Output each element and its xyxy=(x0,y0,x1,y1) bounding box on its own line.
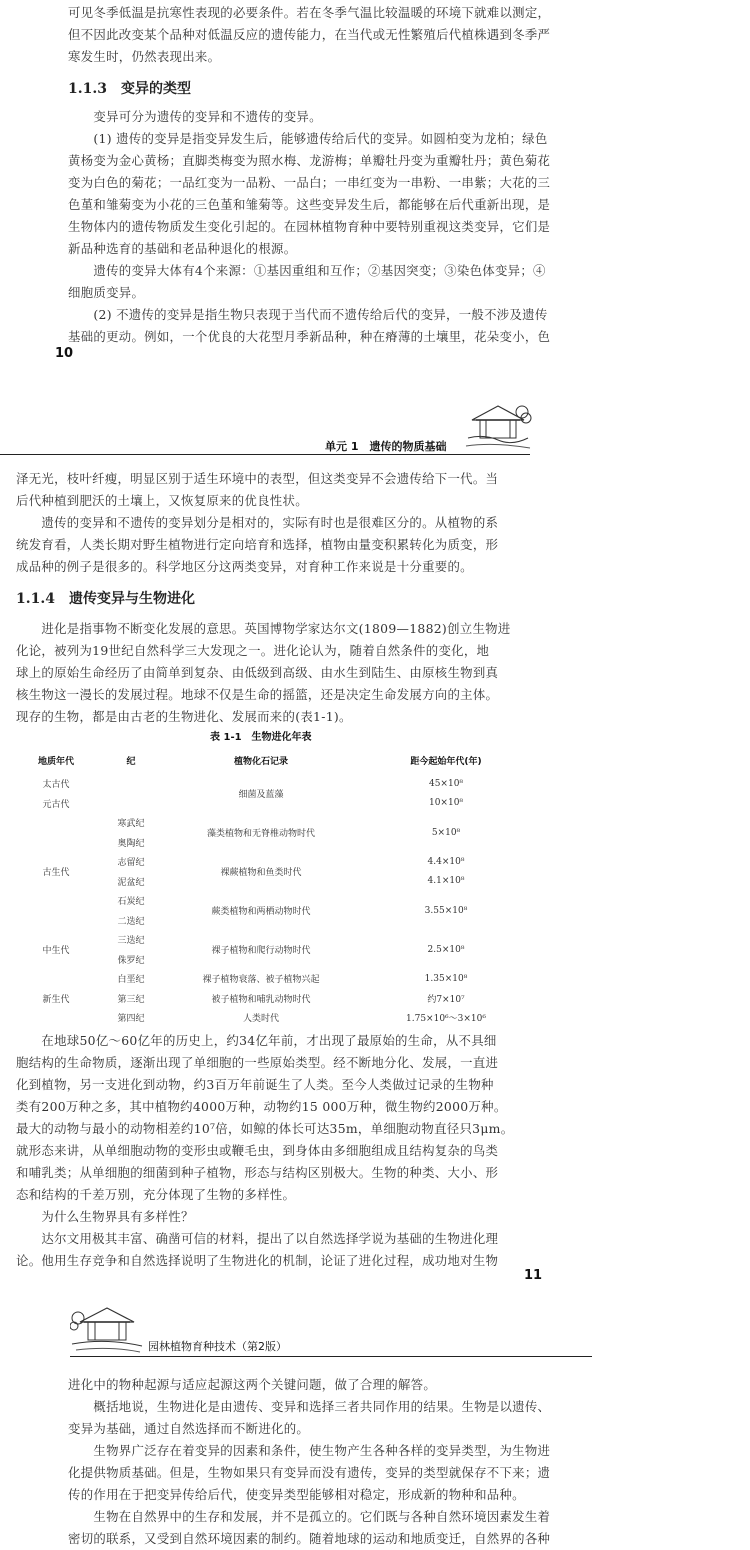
paragraph-line: 进化是指事物不断变化发展的意思。英国博物学家达尔文(1809—1882)创立生物进 xyxy=(16,621,511,636)
paragraph-line: 生物界广泛存在着变异的因素和条件，使生物产生各种各样的变异类型，为生物进 xyxy=(68,1443,551,1458)
paragraph-line: 进化中的物种起源与适应起源这两个关键问题，做了合理的解答。 xyxy=(68,1377,437,1392)
paragraph-line: 遗传的变异和不遗传的变异划分是相对的，实际有时也是很难区分的。从植物的系 xyxy=(16,515,499,530)
years-cell: 3.55×10⁸ xyxy=(424,905,468,916)
paragraph-line: 寒发生时，仍然表现出来。 xyxy=(68,49,221,64)
years-cell: 约7×10⁷ xyxy=(427,994,465,1005)
period-cell: 奥陶纪 xyxy=(117,838,145,849)
page-12 xyxy=(0,1300,750,1546)
pavilion-emblem-icon xyxy=(70,1304,144,1354)
paragraph-line: 遗传的变异大体有4个来源：①基因重组和互作；②基因突变；③染色体变异；④ xyxy=(68,263,546,278)
paragraph-line: 生物体内的遗传物质发生变化引起的。在园林植物育种中要特别重视这类变异，它们是 xyxy=(68,219,551,234)
years-cell: 4.1×10⁸ xyxy=(427,876,465,887)
paragraph-line: 类有200万种之多，其中植物约4000万种，动物约15 000万种，微生物约2000万种。 xyxy=(16,1099,507,1114)
paragraph-line: 细胞质变异。 xyxy=(68,285,145,300)
paragraph-line: 变异可分为遗传的变异和不遗传的变异。 xyxy=(68,109,322,124)
record-cell: 藻类植物和无脊椎动物时代 xyxy=(206,829,315,839)
table-row xyxy=(16,969,536,989)
page-11-continued xyxy=(0,1030,750,1290)
evolution-table xyxy=(16,746,536,1028)
paragraph-line: 传的作用在于把变异传给后代，使变异类型能够相对稳定，形成新的物种和品种。 xyxy=(68,1487,525,1502)
section-heading: 1.1.3 变异的类型 xyxy=(68,81,191,97)
pavilion-emblem-icon xyxy=(464,400,532,452)
page-number: 10 xyxy=(55,346,74,361)
years-cell: 45×10⁸ xyxy=(428,778,464,789)
paragraph-line: 胞结构的生命物质，逐渐出现了单细胞的一些原始类型。经不断地分化、发展，一直进 xyxy=(16,1055,499,1070)
paragraph-line: 论。他用生存竞争和自然选择说明了生物进化的机制，论证了进化过程，成功地对生物 xyxy=(16,1253,499,1268)
paragraph-line: 现存的生物，都是由古老的生物进化、发展而来的(表1-1)。 xyxy=(16,709,352,724)
period-cell: 寒武纪 xyxy=(117,819,145,830)
paragraph-line: 统发育看，人类长期对野生植物进行定向培育和选择，植物由量变积累转化为质变，形 xyxy=(16,537,499,552)
years-cell: 10×10⁸ xyxy=(428,798,464,809)
record-cell: 裸子植物和爬行动物时代 xyxy=(211,946,311,956)
page-10 xyxy=(0,0,750,380)
years-cell: 5×10⁸ xyxy=(431,827,461,838)
period-cell: 三迭纪 xyxy=(117,936,145,947)
table-header-cell: 距今起始年代(年) xyxy=(410,756,482,767)
paragraph-line: 生物在自然界中的生存和发展，并不是孤立的。它们既与各种自然环境因素发生着 xyxy=(68,1509,551,1524)
years-cell: 1.35×10⁸ xyxy=(424,973,468,984)
years-cell: 2.5×10⁸ xyxy=(427,944,465,955)
paragraph-line: 可见冬季低温是抗寒性表现的必要条件。若在冬季气温比较温暖的环境下就难以测定， xyxy=(68,5,551,20)
table-header-row xyxy=(16,746,536,774)
table-header-cell: 植物化石记录 xyxy=(233,756,288,767)
paragraph-line: 为什么生物界具有多样性？ xyxy=(16,1209,194,1224)
paragraph-line: (2) 不遗传的变异是指生物只表现于当代而不遗传给后代的变异，一般不涉及遗传 xyxy=(68,307,548,322)
years-cell: 4.4×10⁸ xyxy=(427,856,465,867)
period-cell: 第四纪 xyxy=(117,1014,145,1025)
table-row xyxy=(16,774,536,794)
era-cell: 古生代 xyxy=(42,868,70,878)
record-cell: 裸蕨植物和鱼类时代 xyxy=(220,868,302,878)
paragraph-line: 基础的更动。例如，一个优良的大花型月季新品种，种在瘠薄的土壤里，花朵变小，色 xyxy=(68,329,551,344)
section-heading: 1.1.4 遗传变异与生物进化 xyxy=(16,591,195,607)
period-cell: 二迭纪 xyxy=(117,916,145,927)
period-cell: 第三纪 xyxy=(117,994,145,1005)
page-number: 11 xyxy=(524,1268,543,1283)
paragraph-line: 化论，被列为19世纪自然科学三大发现之一。进化论认为，随着自然条件的变化，地 xyxy=(16,643,490,658)
era-cell: 新生代 xyxy=(42,994,70,1005)
era-cell: 元古代 xyxy=(42,799,70,810)
paragraph-line: 变异为基础，通过自然选择而不断进化的。 xyxy=(68,1421,310,1436)
table-header-cell: 地质年代 xyxy=(37,756,74,767)
era-cell: 中生代 xyxy=(42,946,70,956)
period-cell: 白垩纪 xyxy=(117,975,145,986)
record-cell: 人类时代 xyxy=(242,1014,279,1025)
header-rule xyxy=(70,1356,592,1357)
paragraph-line: 变为白色的菊花；一品红变为一品粉、一品白；一串红变为一串粉、一串紫；大花的三 xyxy=(68,175,551,190)
table-header-cell: 纪 xyxy=(126,756,136,767)
paragraph-line: 泽无光，枝叶纤瘦，明显区别于适生环境中的表型，但这类变异不会遗传给下一代。当 xyxy=(16,471,499,486)
paragraph-line: 密切的联系，又受到自然环境因素的制约。随着地球的运动和地质变迁，自然界的各种 xyxy=(68,1531,551,1546)
table-row xyxy=(16,813,536,833)
record-cell: 裸子植物衰落、被子植物兴起 xyxy=(202,975,320,986)
period-cell: 石炭纪 xyxy=(117,897,145,908)
paragraph-line: 化到植物，另一支进化到动物，约3百万年前诞生了人类。至今人类做过记录的生物种 xyxy=(16,1077,494,1092)
table-title: 表 1-1 生物进化年表 xyxy=(210,732,312,743)
running-header: 园林植物育种技术（第2版） xyxy=(148,1340,287,1353)
paragraph-line: 达尔文用极其丰富、确凿可信的材料，提出了以自然选择学说为基础的生物进化理 xyxy=(16,1231,499,1246)
period-cell: 志留纪 xyxy=(117,858,145,869)
period-cell: 泥盆纪 xyxy=(117,877,145,888)
paragraph-line: 球上的原始生命经历了由简单到复杂、由低级到高级、由水生到陆生、由原核生物到真 xyxy=(16,665,499,680)
paragraph-line: 化提供物质基础。但是，生物如果只有变异而没有遗传，变异的类型就保存不下来；遗 xyxy=(68,1465,551,1480)
paragraph-line: 核生物这一漫长的发展过程。地球不仅是生命的摇篮，还是决定生命发展方向的主体。 xyxy=(16,687,499,702)
header-rule xyxy=(0,454,530,455)
paragraph-line: 概括地说，生物进化是由遗传、变异和选择三者共同作用的结果。生物是以遗传、 xyxy=(68,1399,551,1414)
record-cell: 细菌及蓝藻 xyxy=(238,790,284,800)
years-cell: 1.75×10⁶～3×10⁶ xyxy=(406,1014,486,1025)
period-cell: 侏罗纪 xyxy=(117,955,145,966)
paragraph-line: 最大的动物与最小的动物相差约10⁷倍，如鲸的体长可达35m，单细胞动物直径只3μm。 xyxy=(16,1121,514,1136)
paragraph-line: 但不因此改变某个品种对低温反应的遗传能力，在当代或无性繁殖后代植株遇到冬季严 xyxy=(68,27,551,42)
era-cell: 太古代 xyxy=(42,780,70,791)
paragraph-line: 成品种的例子是很多的。科学地区分这两类变异，对育种工作来说是十分重要的。 xyxy=(16,559,473,574)
paragraph-line: 后代种植到肥沃的土壤上，又恢复原来的优良性状。 xyxy=(16,493,308,508)
record-cell: 被子植物和哺乳动物时代 xyxy=(211,994,311,1005)
paragraph-line: 新品种选育的基础和老品种退化的根源。 xyxy=(68,241,297,256)
running-header: 单元 1 遗传的物质基础 xyxy=(325,440,447,453)
table-row xyxy=(16,930,536,950)
paragraph-line: 态和结构的千差万别，充分体现了生物的多样性。 xyxy=(16,1187,296,1202)
paragraph-line: 就形态来讲，从单细胞动物的变形虫或鞭毛虫，到身体由多细胞组成且结构复杂的鸟类 xyxy=(16,1143,499,1158)
record-cell: 蕨类植物和两栖动物时代 xyxy=(211,907,311,917)
paragraph-line: 色堇和雏菊变为小花的三色堇和雏菊等。这些变异发生后，都能够在后代重新出现，是 xyxy=(68,197,551,212)
paragraph-line: 和哺乳类；从单细胞的细菌到种子植物，形态与结构区别极大。生物的种类、大小、形 xyxy=(16,1165,499,1180)
paragraph-line: 黄杨变为金心黄杨；直脚类梅变为照水梅、龙游梅；单瓣牡丹变为重瓣牡丹；黄色菊花 xyxy=(68,153,551,168)
paragraph-line: (1) 遗传的变异是指变异发生后，能够遗传给后代的变异。如圆柏变为龙柏；绿色 xyxy=(68,131,548,146)
paragraph-line: 在地球50亿～60亿年的历史上，约34亿年前，才出现了最原始的生命，从不具细 xyxy=(16,1033,497,1048)
